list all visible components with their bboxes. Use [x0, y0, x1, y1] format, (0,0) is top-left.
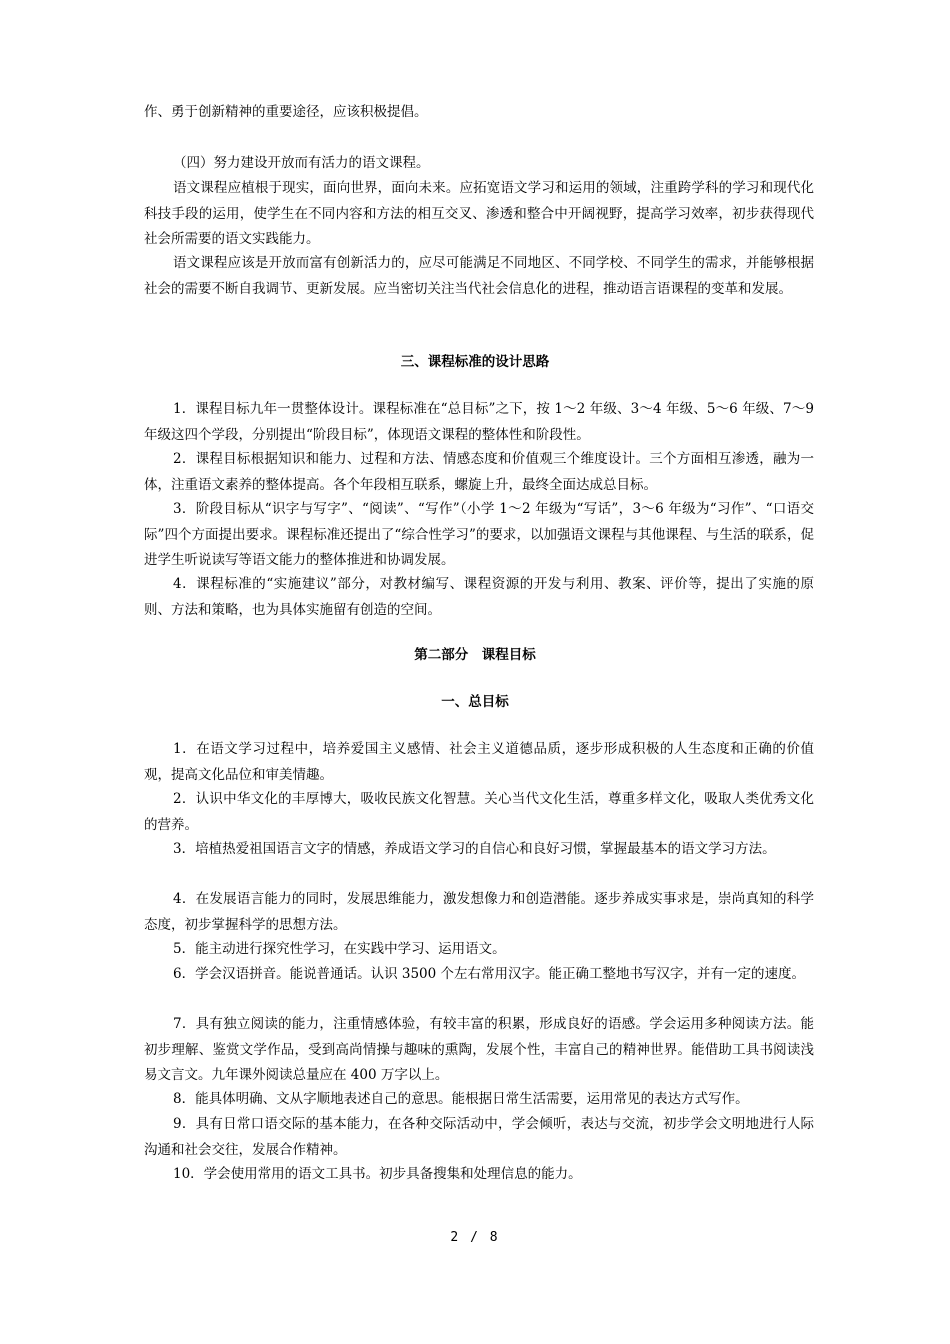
subsection-heading-4: （四）努力建设开放而有活力的语文课程。 [173, 155, 430, 171]
paragraph-continuation: 作、勇于创新精神的重要途径，应该积极提倡。 [144, 104, 428, 120]
subheading-overall-goals: 一、总目标 [441, 694, 509, 710]
goal-item-6: 6．学会汉语拼音。能说普通话。认识 3500 个左右常用汉字。能正确工整地书写汉字，并有一定的速度。 [173, 966, 806, 982]
paragraph-open-curriculum-1: 语文课程应植根于现实，面向世界，面向未来。应拓宽语文学习和运用的领域，注重跨学科的学习和现代化科技手段的运用，使学生在不同内容和方法的相互交叉、渗透和整合中开阔视野，提高学习效率，初步获得现代社会所需要的语文实践能力。 [144, 180, 814, 247]
page-number: 2 / 8 [450, 1230, 500, 1245]
design-item-4: 4．课程标准的“实施建议”部分，对教材编写、课程资源的开发与利用、教案、评价等，提出了实施的原则、方法和策略，也为具体实施留有创造的空间。 [144, 576, 814, 618]
goal-item-4: 4．在发展语言能力的同时，发展思维能力，激发想像力和创造潜能。逐步养成实事求是，崇尚真知的科学态度，初步掌握科学的思想方法。 [144, 891, 814, 933]
goal-item-8: 8．能具体明确、文从字顺地表述自己的意思。能根据日常生活需要，运用常见的表达方式写作。 [173, 1091, 749, 1107]
goal-item-7: 7．具有独立阅读的能力，注重情感体验，有较丰富的积累，形成良好的语感。学会运用多种阅读方法。能初步理解、鉴赏文学作品，受到高尚情操与趣味的熏陶，发展个性，丰富自己的精神世界。能借助工具书阅读浅易文言文。九年课外阅读总量应在 400 万字以上。 [144, 1016, 814, 1083]
goal-item-3: 3．培植热爱祖国语言文字的情感，养成语文学习的自信心和良好习惯，掌握最基本的语文学习方法。 [173, 841, 776, 857]
paragraph-open-curriculum-2: 语文课程应该是开放而富有创新活力的，应尽可能满足不同地区、不同学校、不同学生的需求，并能够根据社会的需要不断自我调节、更新发展。应当密切关注当代社会信息化的进程，推动语言语课程的变革和发展。 [144, 255, 814, 297]
goal-item-2: 2．认识中华文化的丰厚博大，吸收民族文化智慧。关心当代文化生活，尊重多样文化，吸取人类优秀文化的营养。 [144, 791, 814, 833]
goal-item-9: 9．具有日常口语交际的基本能力，在各种交际活动中，学会倾听，表达与交流，初步学会文明地进行人际沟通和社会交往，发展合作精神。 [144, 1116, 814, 1158]
design-item-3: 3．阶段目标从“识字与写字”、“阅读”、“写作”（小学 1～2 年级为“写话”，3～6 年级为“习作”、“口语交际”四个方面提出要求。课程标准还提出了“综合性学习”的要求，以加强语文课程与其他课程、与生活的联系，促进学生听说读写等语文能力的整体推进和协调发展。 [144, 501, 814, 568]
goal-item-1: 1．在语文学习过程中，培养爱国主义感情、社会主义道德品质，逐步形成积极的人生态度和正确的价值观，提高文化品位和审美情趣。 [144, 741, 814, 783]
goal-item-10: 10．学会使用常用的语文工具书。初步具备搜集和处理信息的能力。 [173, 1166, 582, 1182]
goal-item-5: 5．能主动进行探究性学习，在实践中学习、运用语文。 [173, 941, 506, 957]
design-item-1: 1．课程目标九年一贯整体设计。课程标准在“总目标”之下，按 1～2 年级、3～4 年级、5～6 年级、7～9 年级这四个学段，分别提出“阶段目标”，体现语文课程的整体性和阶段性。 [144, 401, 814, 443]
part-heading-goals: 第二部分 课程目标 [414, 647, 536, 663]
design-item-2: 2．课程目标根据知识和能力、过程和方法、情感态度和价值观三个维度设计。三个方面相互渗透，融为一体，注重语文素养的整体提高。各个年段相互联系，螺旋上升，最终全面达成总目标。 [144, 451, 814, 493]
section-heading-design: 三、课程标准的设计思路 [400, 354, 550, 370]
